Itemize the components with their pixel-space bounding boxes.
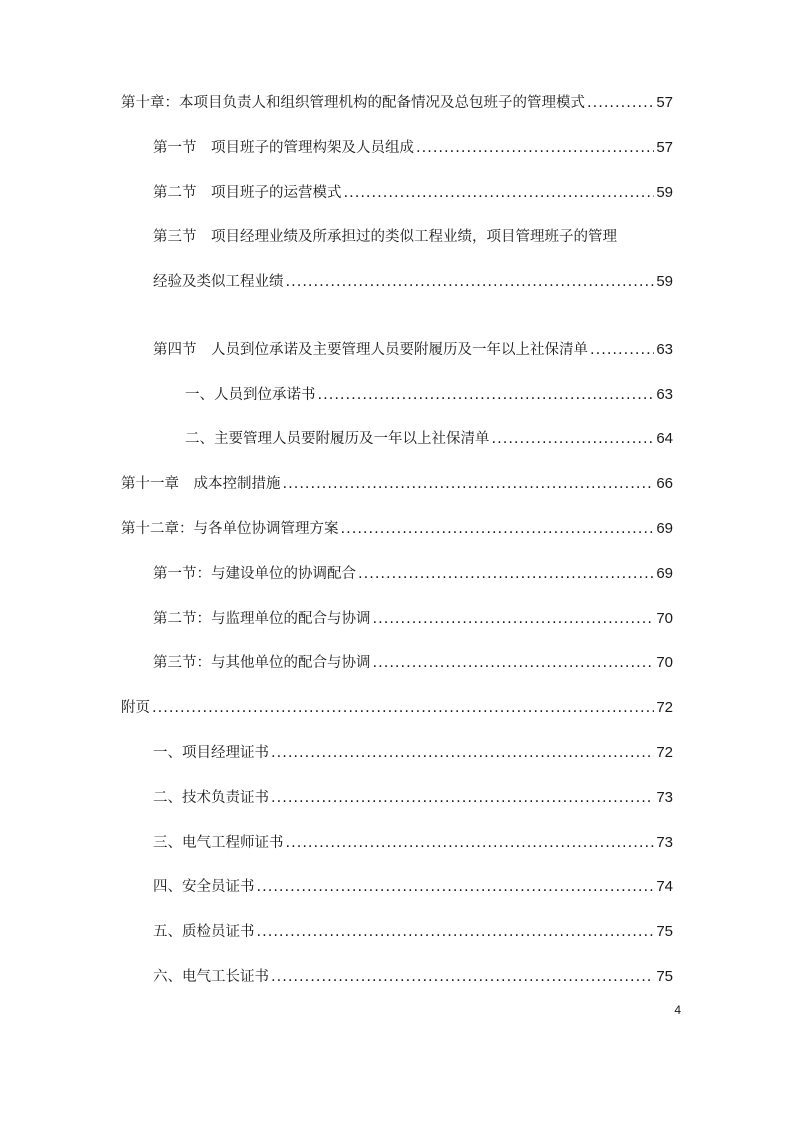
toc-entry-page: 73 — [656, 833, 673, 851]
toc-entry[interactable] — [121, 966, 673, 988]
toc-entry-title: 一、项目经理证书 — [153, 744, 269, 761]
toc-entry-page: 75 — [656, 923, 673, 941]
toc-entry-title: 第一节：与建设单位的协调配合 — [153, 565, 356, 582]
toc-entry[interactable] — [121, 428, 673, 450]
toc-leader-dots — [590, 339, 654, 361]
toc-leader-dots — [271, 787, 654, 809]
toc-leader-dots — [587, 92, 654, 114]
toc-entry[interactable] — [121, 182, 673, 204]
toc-entry-page: 69 — [656, 564, 673, 582]
toc-entry[interactable] — [121, 226, 673, 293]
toc-entry[interactable] — [121, 563, 673, 585]
table-of-contents — [121, 92, 673, 1011]
toc-entry-continuation — [121, 271, 673, 293]
toc-entry-page: 57 — [656, 138, 673, 156]
toc-leader-dots — [318, 384, 655, 406]
toc-entry[interactable] — [121, 384, 673, 406]
toc-entry-title: 第十二章：与各单位协调管理方案 — [121, 520, 339, 537]
page-number: 4 — [674, 1003, 681, 1017]
toc-entry-title: 第十一章 成本控制措施 — [121, 476, 281, 493]
toc-leader-dots — [373, 608, 655, 630]
toc-leader-dots — [416, 137, 654, 159]
toc-entry-title: 一、人员到位承诺书 — [185, 386, 316, 403]
toc-entry-title: 二、主要管理人员要附履历及一年以上社保清单 — [185, 431, 490, 448]
toc-entry[interactable] — [121, 92, 673, 114]
toc-entry-title: 二、技术负责证书 — [153, 789, 269, 806]
toc-entry-title: 第一节 项目班子的管理构架及人员组成 — [153, 139, 414, 156]
toc-entry[interactable] — [121, 518, 673, 540]
toc-leader-dots — [341, 518, 655, 540]
toc-leader-dots — [257, 921, 655, 943]
toc-entry[interactable] — [121, 787, 673, 809]
toc-entry-page: 63 — [656, 385, 673, 403]
toc-entry-title: 第二节：与监理单位的配合与协调 — [153, 610, 371, 627]
toc-entry-page: 72 — [656, 743, 673, 761]
toc-entry[interactable] — [121, 742, 673, 764]
toc-entry-page: 59 — [656, 183, 673, 201]
toc-leader-dots — [271, 742, 654, 764]
toc-entry-page: 59 — [656, 273, 673, 291]
toc-entry-title: 第二节 项目班子的运营模式 — [153, 184, 342, 201]
toc-entry-page: 72 — [656, 699, 673, 717]
toc-entry-page: 73 — [656, 788, 673, 806]
toc-entry-title: 第三节 项目经理业绩及所承担过的类似工程业绩，项目管理班子的管理 — [153, 229, 617, 246]
toc-entry-page: 57 — [656, 94, 673, 111]
toc-entry-title: 三、电气工程师证书 — [153, 834, 284, 851]
toc-entry-page: 74 — [656, 878, 673, 896]
toc-entry[interactable] — [121, 652, 673, 674]
toc-entry[interactable] — [121, 473, 673, 495]
toc-entry-title: 五、质检员证书 — [153, 924, 255, 941]
toc-leader-dots — [152, 697, 654, 719]
toc-entry-page: 64 — [656, 430, 673, 448]
toc-leader-dots — [373, 652, 655, 674]
toc-leader-dots — [286, 832, 655, 854]
toc-entry-title: 六、电气工长证书 — [153, 968, 269, 985]
toc-leader-dots — [286, 271, 655, 293]
toc-leader-dots — [283, 473, 655, 495]
toc-entry[interactable] — [121, 137, 673, 159]
toc-entry-title: 第四节 人员到位承诺及主要管理人员要附履历及一年以上社保清单 — [153, 341, 588, 358]
toc-entry-page: 63 — [656, 340, 673, 358]
toc-entry-page: 70 — [656, 609, 673, 627]
toc-leader-dots — [271, 966, 654, 988]
toc-entry-page: 66 — [656, 475, 673, 493]
toc-entry-title-cont: 经验及类似工程业绩 — [153, 274, 284, 291]
toc-entry[interactable] — [121, 697, 673, 719]
toc-entry-title: 第十章：本项目负责人和组织管理机构的配备情况及总包班子的管理模式 — [121, 95, 585, 111]
toc-leader-dots — [344, 182, 655, 204]
toc-entry[interactable] — [121, 608, 673, 630]
toc-entry-title: 四、安全员证书 — [153, 879, 255, 896]
toc-entry-page: 75 — [656, 967, 673, 985]
toc-leader-dots — [492, 428, 655, 450]
toc-entry-title: 附页 — [121, 700, 150, 717]
toc-entry[interactable] — [121, 832, 673, 854]
toc-entry-title: 第三节：与其他单位的配合与协调 — [153, 655, 371, 672]
toc-entry[interactable] — [121, 339, 673, 361]
toc-entry[interactable] — [121, 921, 673, 943]
toc-entry-page: 69 — [656, 519, 673, 537]
toc-entry[interactable] — [121, 876, 673, 898]
toc-leader-dots — [358, 563, 654, 585]
toc-entry-page: 70 — [656, 654, 673, 672]
toc-leader-dots — [257, 876, 655, 898]
